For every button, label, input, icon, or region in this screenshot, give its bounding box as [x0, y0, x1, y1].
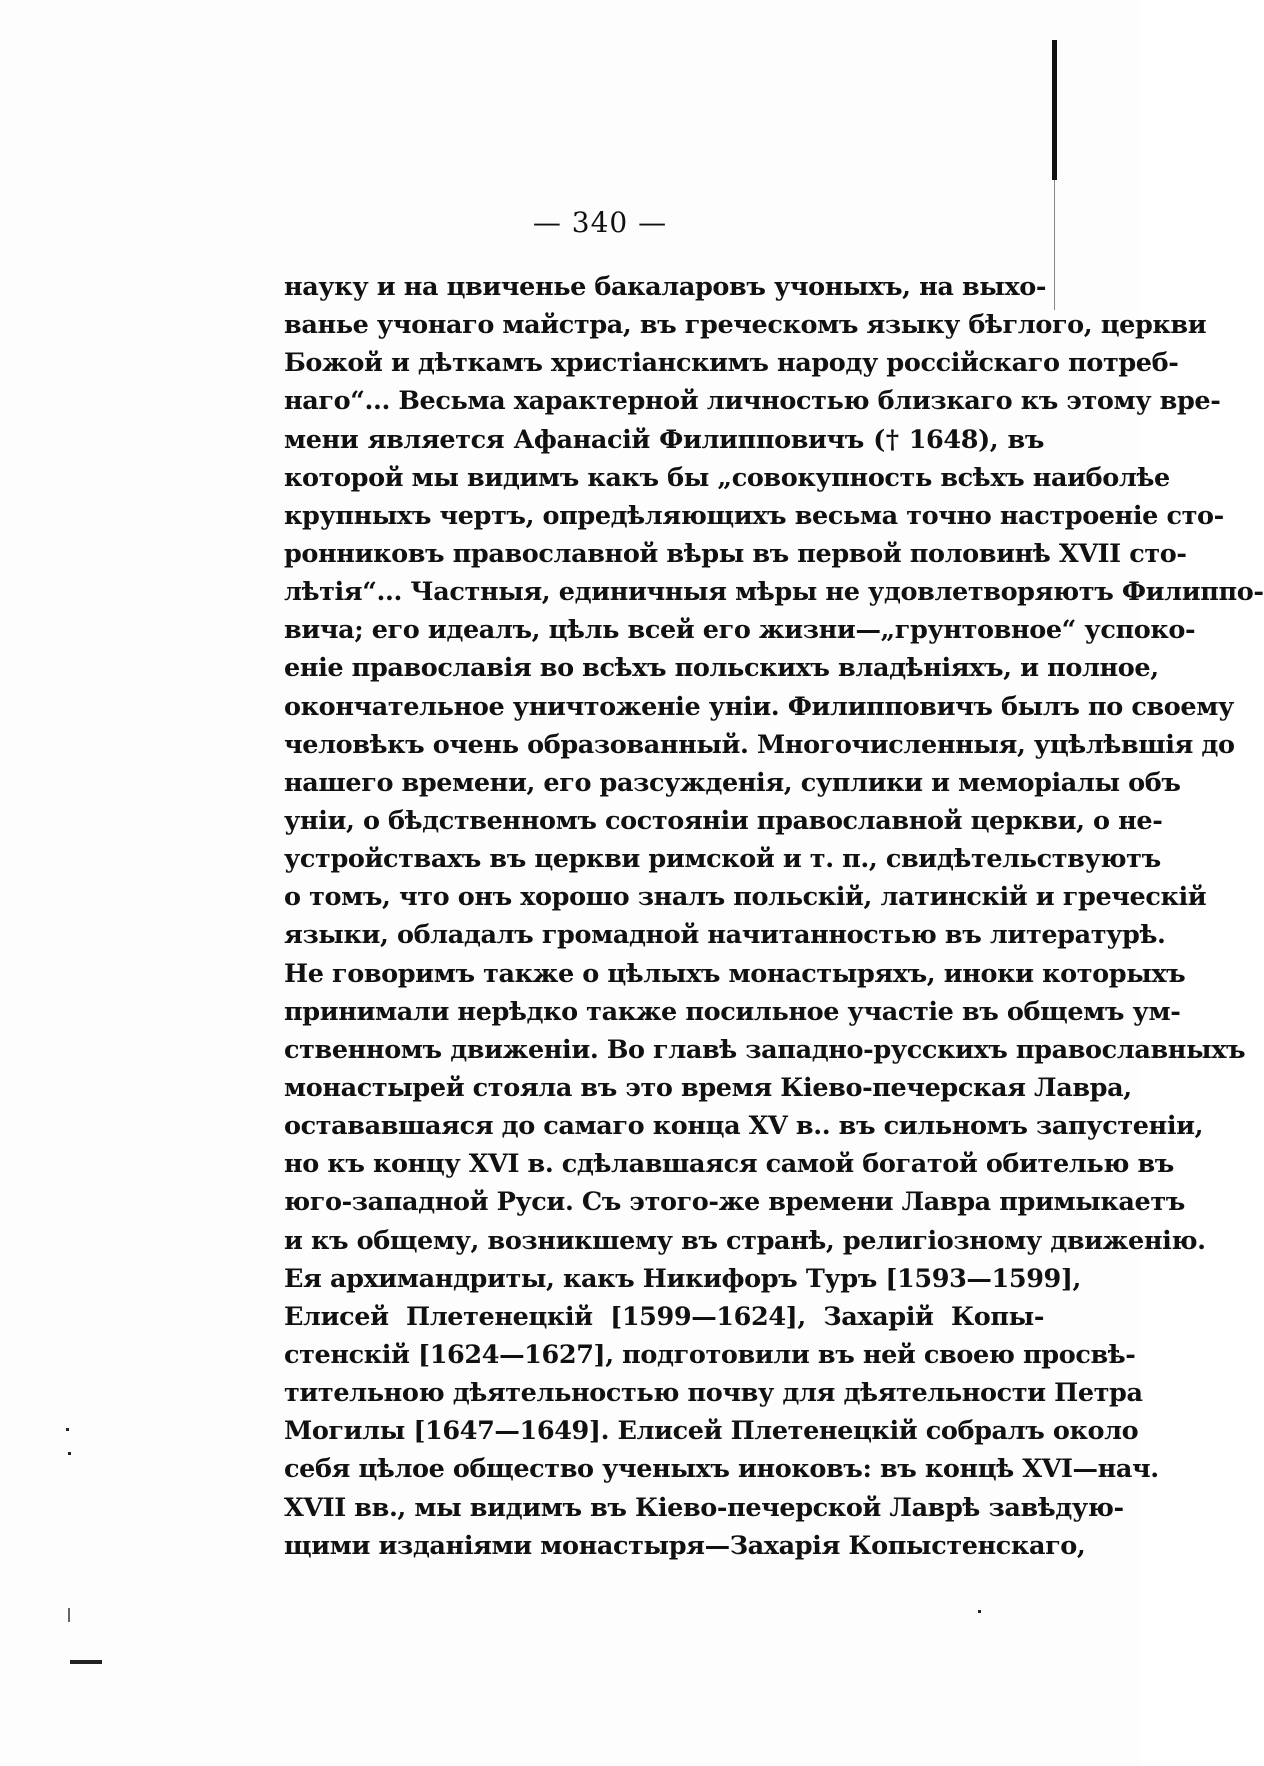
binding-edge-rule — [1052, 40, 1057, 180]
text-line: ронниковъ православной вѣры въ первой половинѣ XVII сто- — [284, 538, 1187, 569]
text-line: окончательное уничтоженіе уніи. Филипповичъ былъ по своему — [284, 691, 1234, 722]
text-line: устройствахъ въ церкви римской и т. п., свидѣтельствуютъ — [284, 844, 1161, 875]
binding-edge-thin-rule — [1054, 180, 1055, 310]
text-line: остававшаяся до самаго конца XV в.. въ сильномъ запустеніи, — [284, 1111, 1204, 1142]
text-line: науку и на цвиченье бакаларовъ учоныхъ, на выхо- — [284, 272, 1047, 302]
scan-artifact-dot — [66, 1428, 69, 1431]
page-number: — 340 — — [532, 206, 668, 239]
scan-artifact-mark — [68, 1608, 70, 1622]
text-line: Елисей Плетенецкій [1599—1624], Захарій Копы- — [284, 1301, 1044, 1332]
text-line: себя цѣлое общество ученыхъ иноковъ: въ концѣ XVI—нач. — [284, 1454, 1159, 1485]
text-line: нашего времени, его разсужденія, суплики и меморіалы объ — [284, 767, 1181, 798]
text-line: мени является Афанасій Филипповичъ († 1648), въ — [284, 424, 1044, 455]
scan-artifact-dot — [978, 1610, 981, 1613]
text-line: вича; его идеалъ, цѣль всей его жизни—„грунтовное“ успоко- — [284, 615, 1196, 646]
text-line: о томъ, что онъ хорошо зналъ польскій, латинскій и греческій — [284, 882, 1207, 913]
text-line: стенскій [1624—1627], подготовили въ ней своею просвѣ- — [284, 1339, 1136, 1370]
text-line: ственномъ движеніи. Во главѣ западно-русскихъ православныхъ — [284, 1034, 1246, 1065]
scan-artifact-mark — [70, 1660, 102, 1664]
text-line: наго“... Весьма характерной личностью близкаго къ этому вре- — [284, 386, 1221, 417]
text-line: тительною дѣятельностью почву для дѣятельности Петра — [284, 1378, 1143, 1409]
text-line: Не говоримъ также о цѣлыхъ монастыряхъ, иноки которыхъ — [284, 958, 1186, 989]
scan-artifact-dot — [68, 1452, 71, 1455]
text-line: крупныхъ чертъ, опредѣляющихъ весьма точно настроеніе сто- — [284, 500, 1224, 531]
text-line: Божой и дѣткамъ христіанскимъ народу россійскаго потреб- — [284, 348, 1179, 379]
text-line: ванье учонаго майстра, въ греческомъ языку бѣглого, церкви — [284, 310, 1207, 341]
text-line: юго-западной Руси. Съ этого-же времени Лавра примыкаетъ — [284, 1187, 1185, 1218]
text-line: но къ концу XVI в. сдѣлавшаяся самой богатой обителью въ — [284, 1149, 1174, 1180]
body-text — [284, 268, 1264, 1565]
text-line: человѣкъ очень образованный. Многочисленныя, уцѣлѣвшія до — [284, 729, 1235, 760]
text-line: лѣтія“... Частныя, единичныя мѣры не удовлетворяютъ Филиппо- — [284, 577, 1264, 608]
text-line: еніе православія во всѣхъ польскихъ владѣніяхъ, и полное, — [284, 653, 1159, 684]
text-line: и къ общему, возникшему въ странѣ, религіозному движенію. — [284, 1225, 1206, 1256]
text-line: монастырей стояла въ это время Кіево-печерская Лавра, — [284, 1072, 1132, 1103]
text-line: языки, обладалъ громадной начитанностью въ литературѣ. — [284, 920, 1166, 951]
text-line: XVII вв., мы видимъ въ Кіево-печерской Лаврѣ завѣдую- — [284, 1492, 1124, 1523]
text-line: которой мы видимъ какъ бы „совокупность всѣхъ наиболѣе — [284, 462, 1170, 493]
text-line: принимали нерѣдко также посильное участіе въ общемъ ум- — [284, 996, 1181, 1027]
text-line: Ея архимандриты, какъ Никифоръ Туръ [1593—1599], — [284, 1263, 1082, 1294]
text-line: щими изданіями монастыря—Захарія Копыстенскаго, — [284, 1530, 1086, 1561]
text-line: уніи, о бѣдственномъ состояніи православной церкви, о не- — [284, 805, 1163, 836]
text-line: Могилы [1647—1649]. Елисей Плетенецкій собралъ около — [284, 1416, 1139, 1447]
